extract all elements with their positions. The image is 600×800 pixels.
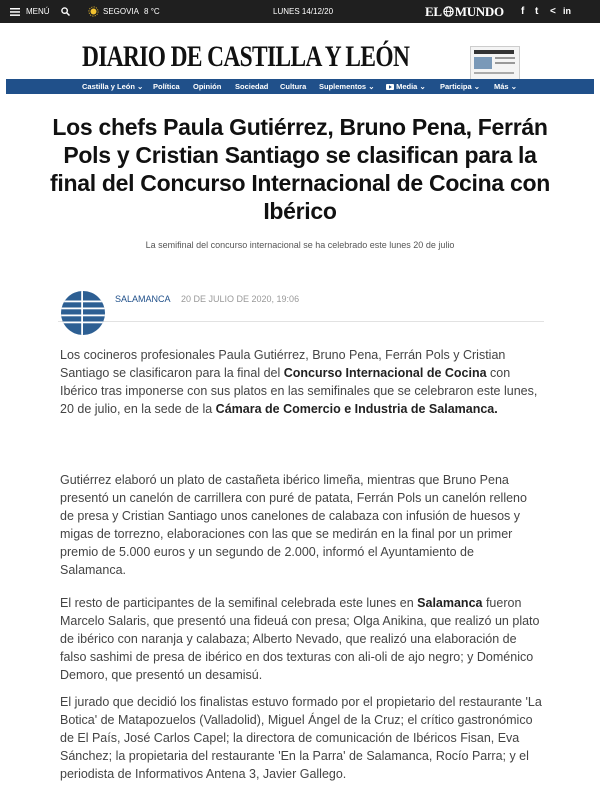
weather-location: SEGOVIA [103,7,140,16]
chevron-down-icon: ⌄ [510,82,517,91]
nav-opinion[interactable]: Opinión [193,82,222,91]
weather-temperature: 8 °C [144,7,160,16]
chevron-down-icon: ⌄ [473,82,481,91]
nav-cultura[interactable]: Cultura [280,82,307,91]
elmundo-logo-left: EL [425,4,442,19]
article-paragraph: Los cocineros profesionales Paula Gutiérrez, Bruno Pena, Ferrán Pols y Cristian Santiago se clasificaron para la final del Concurso Internacional de Cocina con Ibérico tras imponerse con sus platos en las semifinales que se celebraron este lunes, 20 de julio, en la sede de la Cámara de Comercio e Industria de Salamanca. [60,348,538,416]
nav-politica[interactable]: Política [153,82,180,91]
masthead-title[interactable]: DIARIO DE CASTILLA Y LEÓN [82,40,410,73]
elmundo-logo[interactable] [425,0,504,23]
elmundo-logo-right: MUNDO [454,4,504,19]
chevron-down-icon: ⌄ [419,82,426,91]
twitter-icon[interactable]: t [535,6,539,17]
nav-mas[interactable]: Más ⌄ [494,82,517,91]
article-section-link[interactable]: SALAMANCA [115,294,171,304]
hamburger-icon [10,8,20,16]
weather-sun-icon [88,6,99,17]
facebook-icon[interactable]: f [521,6,525,17]
media-icon [386,84,394,90]
weather-widget[interactable] [88,0,160,23]
menu-button[interactable] [10,0,50,23]
author-avatar-icon [60,290,106,336]
linkedin-icon[interactable]: in [563,6,571,16]
nav-media[interactable]: Media ⌄ [386,79,426,94]
nav-sociedad[interactable]: Sociedad [235,82,269,91]
topbar-date: LUNES 14/12/20 [273,7,334,16]
menu-label: MENÚ [26,7,50,16]
article-subtitle: La semifinal del concurso internacional se ha celebrado este lunes 20 de julio [145,240,455,250]
share-icon[interactable]: < [550,6,556,17]
chevron-down-icon: ⌄ [137,82,144,91]
search-icon [61,7,70,16]
article-date: 20 DE JULIO DE 2020, 19:06 [181,294,300,304]
search-button[interactable] [61,0,70,23]
article-headline: Los chefs Paula Gutiérrez, Bruno Pena, Ferrán Pols y Cristian Santiago se clasifican para la final del Concurso Internacional de Cocina con Ibérico [50,114,550,224]
article-paragraph: El jurado que decidió los finalistas estuvo formado por el propietario del restaurante 'La Botica' de Matapozuelos (Valladolid), Miguel Ángel de la Cruz; el crítico gastronómico de El País, José Carlos Capel; la directora de comunicación de Ibéricos Fisan, Eva Sánchez; la propietaria del restaurante 'En la Parra' de Salamanca, Rocío Parra; y el periodista de Informativos Antena 3, Javier Gallego. [60,695,542,781]
globe-icon [443,6,454,17]
section-nav [6,79,594,94]
top-bar [0,0,600,23]
nav-participa[interactable]: Participa ⌄ [440,82,481,91]
newspaper-cover-thumbnail[interactable] [470,46,520,82]
nav-castilla-y-leon[interactable]: Castilla y León ⌄ [82,82,144,91]
chevron-down-icon: ⌄ [368,82,375,91]
article-paragraph: El resto de participantes de la semifinal celebrada este lunes en Salamanca fueron Marcelo Salaris, que presentó una fideuá con presa; Olga Anikina, que realizó un plato de ibérico con naranja y calabaza; Alberto Nevado, que realizó una elaboración de falso sashimi de presa de ibérico en dos texturas con ali-oli de ajo negro; y Doménico Demoro, que presentó un desamisú. [60,596,540,682]
byline-divider [58,321,544,322]
nav-suplementos[interactable]: Suplementos ⌄ [319,82,375,91]
article-paragraph: Gutiérrez elaboró un plato de castañeta ibérico limeña, mientras que Bruno Pena presentó un canelón de carrillera con puré de patata, Ferrán Pols un canelón relleno de presa y Cristian Santiago unos canelones de calabaza con infusión de huesos y migas de torrezno, elaboraciones con las que se medirán en la final por un primer premio de 5.000 euros y un segundo de 2.000, informó el Ayuntamiento de Salamanca. [60,473,527,577]
